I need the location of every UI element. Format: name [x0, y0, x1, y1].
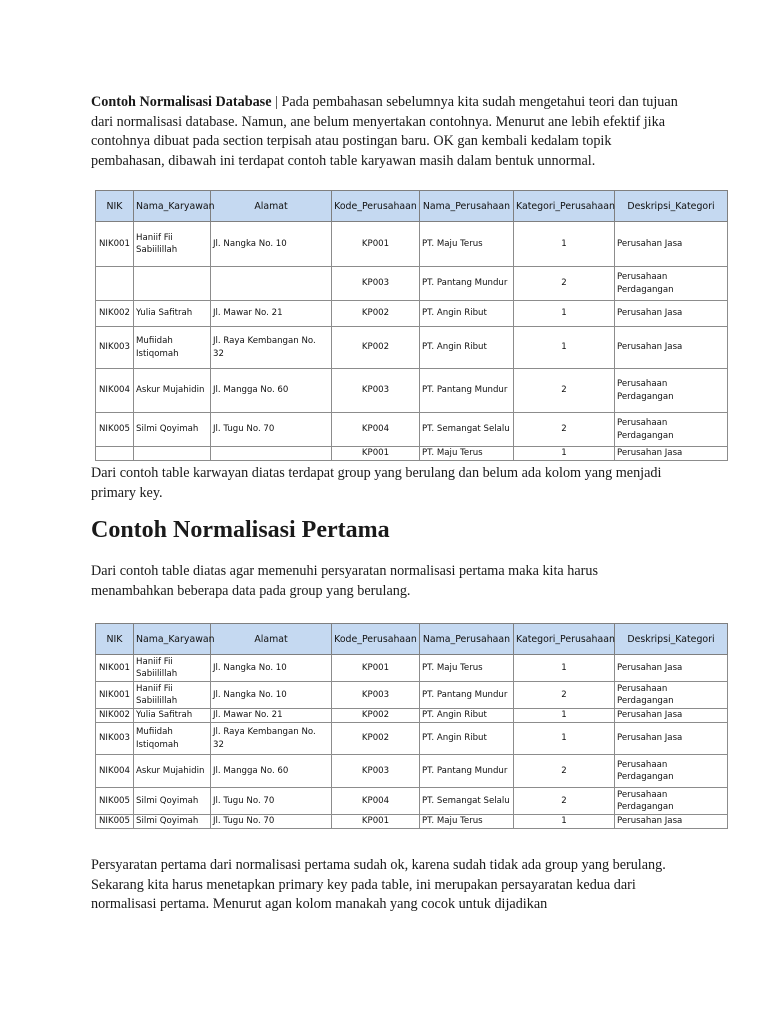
nik-cell: NIK005: [96, 788, 134, 815]
kategori-cell: 1: [514, 723, 615, 755]
table-row: [96, 301, 728, 327]
kategori-cell: 1: [514, 709, 615, 723]
column-header: Kategori_Perusahaan: [514, 191, 615, 222]
column-header: Kategori_Perusahaan: [514, 624, 615, 655]
kategori-cell: 1: [514, 222, 615, 267]
alamat-cell: Jl. Nangka No. 10: [211, 682, 332, 709]
alamat-cell: Jl. Tugu No. 70: [211, 815, 332, 829]
nik-cell: NIK005: [96, 815, 134, 829]
kode-perusahaan-cell: KP003: [332, 682, 420, 709]
alamat-cell: [211, 447, 332, 461]
kode-perusahaan-cell: KP001: [332, 655, 420, 682]
deskripsi-cell: Perusahaan Perdagangan: [615, 755, 728, 788]
column-header: Alamat: [211, 191, 332, 222]
after-table2-paragraph: Persyaratan pertama dari normalisasi pertama sudah ok, karena sudah tidak ada group yang berulang. Sekarang kita harus menetapkan primary key pada table, ini merupakan persayaratan kedua dari normalisasi pertama. Menurut agan kolom manakah yang cocok untuk dijadikan: [91, 857, 666, 912]
nama-karyawan-cell: Yulia Safitrah: [134, 301, 211, 327]
nama-perusahaan-cell: PT. Maju Terus: [420, 815, 514, 829]
alamat-cell: Jl. Raya Kembangan No. 32: [211, 723, 332, 755]
column-header: Nama_Karyawan: [134, 624, 211, 655]
column-header: Kode_Perusahaan: [332, 624, 420, 655]
nama-karyawan-cell: Mufiidah Istiqomah: [134, 723, 211, 755]
section-heading: Contoh Normalisasi Pertama: [91, 517, 390, 543]
alamat-cell: Jl. Tugu No. 70: [211, 413, 332, 447]
nama-karyawan-cell: Haniif Fii Sabiilillah: [134, 682, 211, 709]
kategori-cell: 2: [514, 267, 615, 301]
kode-perusahaan-cell: KP001: [332, 222, 420, 267]
nama-perusahaan-cell: PT. Pantang Mundur: [420, 267, 514, 301]
alamat-cell: Jl. Mawar No. 21: [211, 301, 332, 327]
alamat-cell: [211, 267, 332, 301]
column-header: Kode_Perusahaan: [332, 191, 420, 222]
nama-perusahaan-cell: PT. Maju Terus: [420, 222, 514, 267]
nik-cell: NIK002: [96, 709, 134, 723]
column-header: NIK: [96, 191, 134, 222]
deskripsi-cell: Perusahaan Perdagangan: [615, 682, 728, 709]
before-table2-paragraph: Dari contoh table diatas agar memenuhi persyaratan normalisasi pertama maka kita harus menambahkan beberapa data pada group yang berulang.: [91, 563, 599, 599]
alamat-cell: Jl. Mangga No. 60: [211, 755, 332, 788]
kategori-cell: 2: [514, 788, 615, 815]
nama-karyawan-cell: Mufiidah Istiqomah: [134, 327, 211, 369]
deskripsi-cell: Perusahan Jasa: [615, 447, 728, 461]
table-row: [96, 655, 728, 682]
kode-perusahaan-cell: KP001: [332, 447, 420, 461]
column-header: Nama_Perusahaan: [420, 191, 514, 222]
nama-perusahaan-cell: PT. Angin Ribut: [420, 709, 514, 723]
kategori-cell: 2: [514, 682, 615, 709]
nama-karyawan-cell: Silmi Qoyimah: [134, 788, 211, 815]
table-row: [96, 447, 728, 461]
deskripsi-cell: Perusahaan Perdagangan: [615, 788, 728, 815]
kategori-cell: 1: [514, 301, 615, 327]
table-row: [96, 327, 728, 369]
kategori-cell: 2: [514, 755, 615, 788]
deskripsi-cell: Perusahan Jasa: [615, 655, 728, 682]
nama-karyawan-cell: Haniif Fii Sabiilillah: [134, 655, 211, 682]
deskripsi-cell: Perusahan Jasa: [615, 723, 728, 755]
kategori-cell: 1: [514, 327, 615, 369]
kategori-cell: 2: [514, 413, 615, 447]
alamat-cell: Jl. Mangga No. 60: [211, 369, 332, 413]
table-row: [96, 709, 728, 723]
alamat-cell: Jl. Mawar No. 21: [211, 709, 332, 723]
nama-perusahaan-cell: PT. Pantang Mundur: [420, 682, 514, 709]
nama-karyawan-cell: [134, 267, 211, 301]
nik-cell: NIK004: [96, 755, 134, 788]
kode-perusahaan-cell: KP002: [332, 723, 420, 755]
nama-perusahaan-cell: PT. Maju Terus: [420, 447, 514, 461]
nik-cell: NIK001: [96, 682, 134, 709]
alamat-cell: Jl. Tugu No. 70: [211, 788, 332, 815]
deskripsi-cell: Perusahan Jasa: [615, 709, 728, 723]
table-row: [96, 788, 728, 815]
kode-perusahaan-cell: KP003: [332, 267, 420, 301]
kode-perusahaan-cell: KP002: [332, 327, 420, 369]
table-row: [96, 369, 728, 413]
intro-text: | Pada pembahasan sebelumnya kita sudah mengetahui teori dan tujuan dari normalisasi database. Namun, ane belum menyertakan contohnya. Menurut ane lebih efektif jika contohnya dibuat pada section terpisah atau postingan baru. OK gan kembali kedalam topik pembahasan, dibawah ini terdapat contoh table karyawan masih dalam bentuk unnormal.: [91, 94, 678, 169]
column-header: Nama_Perusahaan: [420, 624, 514, 655]
table-header-row: [96, 624, 728, 655]
nik-cell: NIK004: [96, 369, 134, 413]
kategori-cell: 2: [514, 369, 615, 413]
nik-cell: NIK005: [96, 413, 134, 447]
intro-bold-title: Contoh Normalisasi Database: [91, 94, 272, 110]
column-header: Deskripsi_Kategori: [615, 624, 728, 655]
kode-perusahaan-cell: KP002: [332, 301, 420, 327]
nik-cell: NIK003: [96, 327, 134, 369]
nama-perusahaan-cell: PT. Semangat Selalu: [420, 413, 514, 447]
nama-karyawan-cell: [134, 447, 211, 461]
intro-paragraph: [91, 93, 681, 171]
deskripsi-cell: Perusahan Jasa: [615, 815, 728, 829]
deskripsi-cell: Perusahaan Perdagangan: [615, 267, 728, 301]
kode-perusahaan-cell: KP003: [332, 755, 420, 788]
deskripsi-cell: Perusahan Jasa: [615, 301, 728, 327]
alamat-cell: Jl. Nangka No. 10: [211, 222, 332, 267]
nama-karyawan-cell: Askur Mujahidin: [134, 369, 211, 413]
nama-karyawan-cell: Haniif Fii Sabiilillah: [134, 222, 211, 267]
nama-perusahaan-cell: PT. Angin Ribut: [420, 723, 514, 755]
nama-karyawan-cell: Silmi Qoyimah: [134, 413, 211, 447]
kategori-cell: 1: [514, 447, 615, 461]
table-row: [96, 267, 728, 301]
unnormal-table: [95, 190, 728, 461]
kode-perusahaan-cell: KP003: [332, 369, 420, 413]
alamat-cell: Jl. Nangka No. 10: [211, 655, 332, 682]
alamat-cell: Jl. Raya Kembangan No. 32: [211, 327, 332, 369]
column-header: Nama_Karyawan: [134, 191, 211, 222]
deskripsi-cell: Perusahaan Perdagangan: [615, 369, 728, 413]
after-table1-paragraph: Dari contoh table karwayan diatas terdapat group yang berulang dan belum ada kolom yang menjadi primary key.: [91, 465, 662, 501]
kode-perusahaan-cell: KP001: [332, 815, 420, 829]
table-row: [96, 682, 728, 709]
table-row: [96, 755, 728, 788]
nik-cell: NIK002: [96, 301, 134, 327]
nama-perusahaan-cell: PT. Angin Ribut: [420, 327, 514, 369]
table-row: [96, 222, 728, 267]
first-normal-form-table: [95, 623, 728, 829]
kode-perusahaan-cell: KP004: [332, 413, 420, 447]
nama-perusahaan-cell: PT. Angin Ribut: [420, 301, 514, 327]
kategori-cell: 1: [514, 815, 615, 829]
table-row: [96, 723, 728, 755]
column-header: NIK: [96, 624, 134, 655]
nik-cell: [96, 447, 134, 461]
kategori-cell: 1: [514, 655, 615, 682]
nik-cell: [96, 267, 134, 301]
kode-perusahaan-cell: KP002: [332, 709, 420, 723]
column-header: Deskripsi_Kategori: [615, 191, 728, 222]
nama-karyawan-cell: Silmi Qoyimah: [134, 815, 211, 829]
nama-perusahaan-cell: PT. Maju Terus: [420, 655, 514, 682]
nama-karyawan-cell: Yulia Safitrah: [134, 709, 211, 723]
table-row: [96, 815, 728, 829]
nik-cell: NIK001: [96, 655, 134, 682]
deskripsi-cell: Perusahan Jasa: [615, 222, 728, 267]
nama-perusahaan-cell: PT. Semangat Selalu: [420, 788, 514, 815]
deskripsi-cell: Perusahan Jasa: [615, 327, 728, 369]
column-header: Alamat: [211, 624, 332, 655]
nik-cell: NIK003: [96, 723, 134, 755]
kode-perusahaan-cell: KP004: [332, 788, 420, 815]
nama-perusahaan-cell: PT. Pantang Mundur: [420, 369, 514, 413]
nama-perusahaan-cell: PT. Pantang Mundur: [420, 755, 514, 788]
table-row: [96, 413, 728, 447]
nik-cell: NIK001: [96, 222, 134, 267]
deskripsi-cell: Perusahaan Perdagangan: [615, 413, 728, 447]
nama-karyawan-cell: Askur Mujahidin: [134, 755, 211, 788]
table-header-row: [96, 191, 728, 222]
